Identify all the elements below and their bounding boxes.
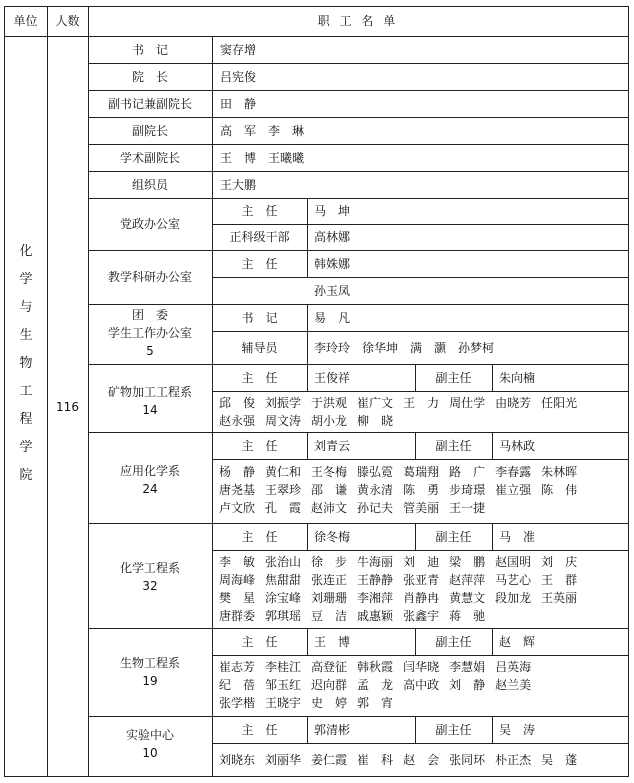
director-name: 徐冬梅 [314, 530, 351, 544]
department-count: 24 [142, 482, 158, 496]
deputy-name: 马 准 [499, 530, 536, 544]
director-name: 郭清彬 [314, 723, 351, 737]
deputy-name: 朱向楠 [499, 371, 536, 385]
department-name: 应用化学系 [119, 464, 180, 478]
member-row: 李 敏 张治山 徐 步 牛海丽 刘 迪 梁 鹏 赵国明 刘 庆 [219, 555, 578, 569]
member-row: 张学楷 王晓宇 史 婷 郭 宵 [219, 696, 394, 710]
office-role-name: 韩姝娜 [314, 257, 351, 271]
office-role-name: 孙玉凤 [314, 284, 351, 298]
department-count: 19 [142, 674, 158, 688]
office-role-name: 马 坤 [314, 204, 351, 218]
member-list [219, 553, 587, 625]
role-title: 副书记兼副院长 [107, 97, 192, 111]
member-list [219, 658, 541, 712]
office-name: 团 委 [131, 308, 168, 322]
department-count: 14 [142, 403, 158, 417]
role-name: 田 静 [220, 97, 257, 111]
office-role-title: 书 记 [241, 311, 278, 325]
department-name: 化学工程系 [119, 561, 180, 575]
director-label: 主 任 [241, 439, 278, 453]
role-title: 学术副院长 [119, 151, 180, 165]
office-role-title: 正科级干部 [229, 230, 290, 244]
office-count: 5 [146, 344, 154, 358]
office-role-name: 高林娜 [314, 230, 351, 244]
department-count: 10 [142, 746, 158, 760]
header-staff-list: 职 工 名 单 [317, 14, 399, 28]
unit-name: 化 学 与 生 物 工 程 学 院 [19, 244, 33, 483]
role-name: 窦存增 [220, 43, 257, 57]
member-list [219, 394, 587, 430]
director-label: 主 任 [241, 723, 278, 737]
member-row: 周海峰 焦甜甜 张连正 王静静 张亚青 赵萍萍 马艺心 王 群 [219, 573, 578, 587]
office-role-title: 辅导员 [241, 341, 278, 355]
role-name: 王 博 王曦曦 [220, 151, 305, 165]
member-row: 邱 俊 刘振学 于洪观 崔广文 王 力 周仕学 由晓芳 任阳光 [219, 396, 578, 410]
director-label: 主 任 [241, 530, 278, 544]
director-label: 主 任 [241, 371, 278, 385]
role-name: 吕宪俊 [220, 70, 257, 84]
office-name: 教学科研办公室 [107, 270, 192, 284]
role-title: 副院长 [131, 124, 168, 138]
role-name: 王大鹏 [220, 178, 257, 192]
member-row: 刘晓东 刘丽华 姜仁霞 崔 科 赵 会 张同环 朴正杰 吴 蓬 [219, 753, 578, 767]
member-row: 樊 星 涂宝峰 刘珊珊 李湘萍 肖静冉 黄慧文 段加龙 王英丽 [219, 591, 578, 605]
deputy-name: 吴 涛 [499, 723, 536, 737]
director-label: 主 任 [241, 635, 278, 649]
role-title: 书 记 [131, 43, 168, 57]
deputy-name: 赵 辉 [499, 635, 536, 649]
member-list [219, 463, 587, 517]
member-row: 杨 静 黄仁和 王冬梅 滕弘霓 葛瑞翔 路 广 李春露 朱林晖 [219, 465, 578, 479]
role-name: 高 军 李 琳 [220, 124, 305, 138]
department-name: 实验中心 [125, 728, 174, 742]
deputy-label: 副主任 [435, 371, 472, 385]
member-row: 卢文欣 孔 霞 赵沛文 孙记夫 管美丽 王一捷 [219, 501, 486, 515]
deputy-label: 副主任 [435, 530, 472, 544]
role-title: 院 长 [131, 70, 168, 84]
member-row: 唐群委 郭琪瑶 豆 洁 戚惠颖 张鑫宇 蒋 驰 [219, 609, 486, 623]
director-name: 王 博 [314, 635, 351, 649]
header-unit: 单位 [13, 14, 38, 28]
member-list [219, 751, 587, 769]
role-title: 组织员 [131, 178, 168, 192]
deputy-label: 副主任 [435, 439, 472, 453]
member-row: 崔志芳 李桂江 高登征 韩秋霞 闫华晓 李慧娟 吕英海 [219, 660, 532, 674]
member-row: 赵永强 周文涛 胡小龙 柳 晓 [219, 414, 394, 428]
office-role-title: 主 任 [241, 257, 278, 271]
office-role-title: 主 任 [241, 204, 278, 218]
member-row: 唐尧基 王翠珍 邵 谦 黄永清 陈 勇 步琦璟 崔立强 陈 伟 [219, 483, 578, 497]
office-name: 党政办公室 [119, 217, 180, 231]
total-count: 116 [56, 400, 79, 414]
deputy-name: 马林政 [499, 439, 536, 453]
member-row: 纪 蓓 邹玉红 迟向群 孟 龙 高中政 刘 静 赵兰美 [219, 678, 532, 692]
department-name: 矿物加工工程系 [107, 385, 192, 399]
department-count: 32 [142, 579, 158, 593]
deputy-label: 副主任 [435, 635, 472, 649]
deputy-label: 副主任 [435, 723, 472, 737]
department-name: 生物工程系 [119, 656, 180, 670]
office-role-name: 李玲玲 徐华坤 满 灏 孙梦柯 [314, 341, 495, 355]
director-name: 王俊祥 [314, 371, 351, 385]
header-count: 人数 [55, 14, 80, 28]
office-name: 学生工作办公室 [107, 326, 192, 340]
office-role-name: 易 凡 [314, 311, 351, 325]
director-name: 刘青云 [314, 439, 351, 453]
